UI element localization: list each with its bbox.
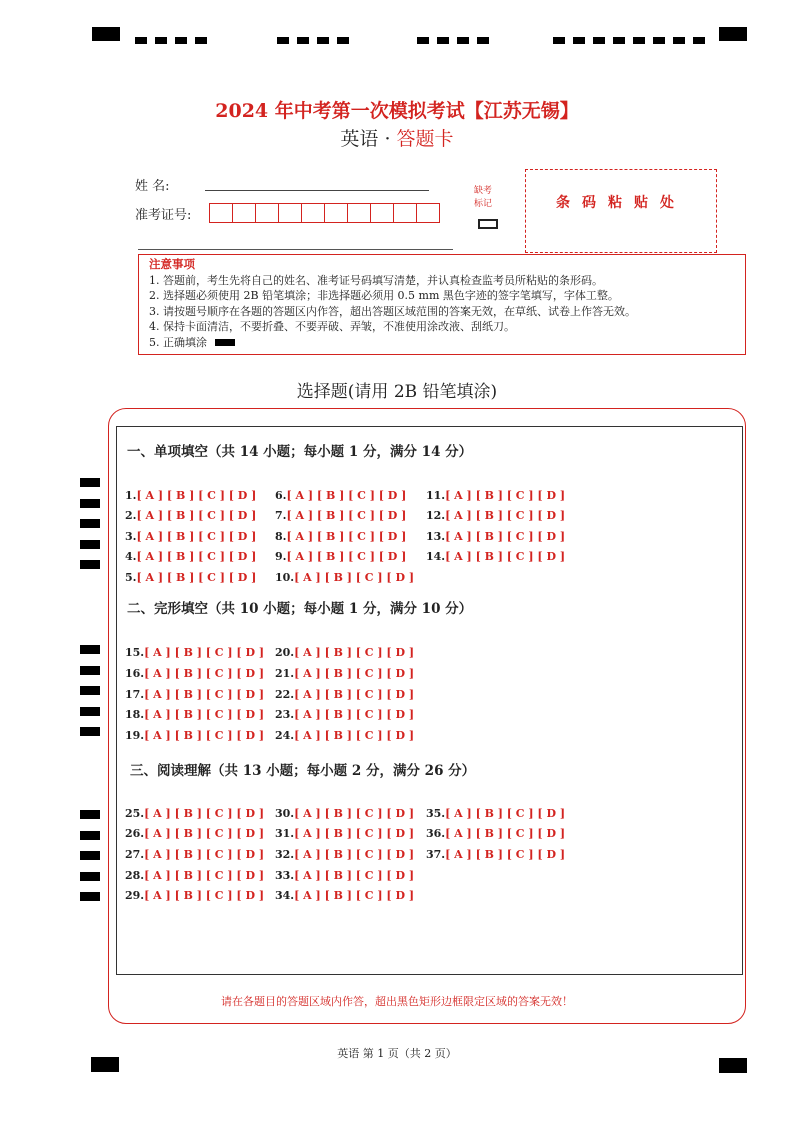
notice-item: 2. 选择题必须使用 2B 铅笔填涂；非选择题必须用 0.5 mm 黑色字迹的签字笔填写，字体工整。 <box>149 289 619 303</box>
timing-mark <box>80 478 100 487</box>
question-row <box>125 646 264 659</box>
timing-mark <box>155 37 167 44</box>
page-number: 英语 第 1 页（共 2 页） <box>337 1047 457 1060</box>
question-number: 7. <box>275 509 287 522</box>
question-row <box>275 550 406 563</box>
timing-mark <box>317 37 329 44</box>
answer-area-warning: 请在各题目的答题区域内作答，超出黑色矩形边框限定区域的答案无效！ <box>221 995 573 1008</box>
question-number: 18. <box>125 708 145 721</box>
answer-bubbles[interactable]: [ A ] [ B ] [ C ] [ D ] <box>144 827 265 840</box>
answer-bubbles[interactable]: [ A ] [ B ] [ C ] [ D ] <box>445 827 566 840</box>
timing-mark <box>693 37 705 44</box>
answer-bubbles[interactable]: [ A ] [ B ] [ C ] [ D ] <box>286 530 407 543</box>
notice-item: 1. 答题前，考生先将自己的姓名、准考证号码填写清楚，并认真检查监考员所粘贴的条形码。 <box>149 273 603 287</box>
question-number: 19. <box>125 729 145 742</box>
question-row <box>275 889 414 902</box>
answer-bubbles[interactable]: [ A ] [ B ] [ C ] [ D ] <box>294 708 415 721</box>
timing-mark <box>633 37 645 44</box>
timing-mark <box>593 37 605 44</box>
id-digit-box[interactable] <box>347 203 371 223</box>
timing-mark <box>80 872 100 881</box>
timing-mark <box>457 37 469 44</box>
answer-bubbles[interactable]: [ A ] [ B ] [ C ] [ D ] <box>144 869 265 882</box>
question-row <box>125 688 264 701</box>
question-number: 6. <box>275 489 287 502</box>
question-row <box>275 729 414 742</box>
question-row <box>275 848 414 861</box>
answer-bubbles[interactable]: [ A ] [ B ] [ C ] [ D ] <box>144 688 265 701</box>
notice-item-fill-example <box>149 335 735 351</box>
timing-mark <box>277 37 289 44</box>
id-digit-box[interactable] <box>393 203 417 223</box>
question-row <box>275 688 414 701</box>
question-number: 29. <box>125 889 145 902</box>
timing-mark <box>175 37 187 44</box>
question-number: 12. <box>426 509 446 522</box>
question-row <box>125 807 264 820</box>
question-number: 17. <box>125 688 145 701</box>
timing-mark <box>653 37 665 44</box>
exam-title: 2024 年中考第一次模拟考试【江苏无锡】 <box>215 100 579 122</box>
answer-bubbles[interactable]: [ A ] [ B ] [ C ] [ D ] <box>136 489 257 502</box>
timing-mark <box>80 686 100 695</box>
barcode-label: 条码粘贴处 <box>556 195 686 211</box>
timing-mark <box>80 707 100 716</box>
id-digit-box[interactable] <box>278 203 302 223</box>
card-subtitle <box>0 124 794 151</box>
notice-item: 5. 正确填涂 <box>149 335 207 349</box>
question-number: 4. <box>125 550 137 563</box>
choice-heading: 选择题(请用 2B 铅笔填涂) <box>296 382 498 402</box>
question-number: 24. <box>275 729 295 742</box>
question-number: 35. <box>426 807 446 820</box>
answer-bubbles[interactable]: [ A ] [ B ] [ C ] [ D ] <box>144 646 265 659</box>
question-number: 9. <box>275 550 287 563</box>
question-row <box>426 848 565 861</box>
timing-mark <box>613 37 625 44</box>
question-number: 23. <box>275 708 295 721</box>
absent-label-line1: 缺考 <box>474 186 493 196</box>
question-number: 14. <box>426 550 446 563</box>
question-number: 34. <box>275 889 295 902</box>
timing-mark <box>80 499 100 508</box>
timing-mark <box>80 540 100 549</box>
question-number: 37. <box>426 848 446 861</box>
timing-mark <box>195 37 207 44</box>
question-number: 1. <box>125 489 137 502</box>
question-row <box>125 889 264 902</box>
question-row <box>125 530 256 543</box>
id-digit-box[interactable] <box>301 203 325 223</box>
question-row <box>125 827 264 840</box>
id-digit-box[interactable] <box>232 203 256 223</box>
timing-mark <box>80 892 100 901</box>
question-row <box>426 509 565 522</box>
question-number: 15. <box>125 646 145 659</box>
barcode-area <box>525 169 717 253</box>
timing-mark <box>477 37 489 44</box>
answer-bubbles[interactable]: [ A ] [ B ] [ C ] [ D ] <box>136 509 257 522</box>
question-number: 10. <box>275 571 295 584</box>
question-number: 25. <box>125 807 145 820</box>
id-digit-box[interactable] <box>324 203 348 223</box>
answer-bubbles[interactable]: [ A ] [ B ] [ C ] [ D ] <box>445 848 566 861</box>
answer-bubbles[interactable]: [ A ] [ B ] [ C ] [ D ] <box>286 489 407 502</box>
answer-bubbles[interactable]: [ A ] [ B ] [ C ] [ D ] <box>136 530 257 543</box>
answer-bubbles[interactable]: [ A ] [ B ] [ C ] [ D ] <box>144 807 265 820</box>
answer-bubbles[interactable]: [ A ] [ B ] [ C ] [ D ] <box>294 571 415 584</box>
question-row <box>125 729 264 742</box>
answer-bubbles[interactable]: [ A ] [ B ] [ C ] [ D ] <box>286 550 407 563</box>
question-number: 3. <box>125 530 137 543</box>
answer-card-label: 答题卡 <box>396 128 454 150</box>
corner-mark-bottom-right <box>719 1058 747 1073</box>
question-row <box>125 667 264 680</box>
timing-mark <box>573 37 585 44</box>
timing-mark <box>673 37 685 44</box>
question-number: 30. <box>275 807 295 820</box>
question-row <box>426 550 565 563</box>
section-title: 一、单项填空（共 14 小题；每小题 1 分，满分 14 分） <box>127 444 473 460</box>
notice-item: 3. 请按题号顺序在各题的答题区内作答，超出答题区域范围的答案无效，在草纸、试卷上作答无效。 <box>149 304 636 318</box>
question-row <box>275 827 414 840</box>
answer-bubbles[interactable]: [ A ] [ B ] [ C ] [ D ] <box>136 550 257 563</box>
timing-mark <box>437 37 449 44</box>
question-row <box>125 571 256 584</box>
answer-bubbles[interactable]: [ A ] [ B ] [ C ] [ D ] <box>445 509 566 522</box>
question-row <box>125 550 256 563</box>
answer-bubbles[interactable]: [ A ] [ B ] [ C ] [ D ] <box>294 667 415 680</box>
question-number: 8. <box>275 530 287 543</box>
question-number: 13. <box>426 530 446 543</box>
absent-checkbox[interactable] <box>478 219 498 229</box>
question-number: 36. <box>426 827 446 840</box>
timing-mark <box>80 560 100 569</box>
question-row <box>125 869 264 882</box>
question-row <box>275 509 406 522</box>
id-label: 准考证号: <box>135 208 192 223</box>
answer-bubbles[interactable]: [ A ] [ B ] [ C ] [ D ] <box>144 889 265 902</box>
id-digit-box[interactable] <box>416 203 440 223</box>
notice-box <box>138 254 746 355</box>
absent-label-line2: 标记 <box>474 199 493 209</box>
answer-bubbles[interactable]: [ A ] [ B ] [ C ] [ D ] <box>294 729 415 742</box>
question-row <box>426 827 565 840</box>
answer-bubbles[interactable]: [ A ] [ B ] [ C ] [ D ] <box>144 708 265 721</box>
question-row <box>125 489 256 502</box>
question-row <box>275 530 406 543</box>
answer-bubbles[interactable]: [ A ] [ B ] [ C ] [ D ] <box>294 646 415 659</box>
timing-mark <box>297 37 309 44</box>
question-row <box>125 708 264 721</box>
exam-id-boxes[interactable] <box>209 203 439 223</box>
question-row <box>426 489 565 502</box>
answer-bubbles[interactable]: [ A ] [ B ] [ C ] [ D ] <box>294 869 415 882</box>
subject-label: 英语 · <box>340 128 397 150</box>
answer-bubbles[interactable]: [ A ] [ B ] [ C ] [ D ] <box>294 848 415 861</box>
timing-mark <box>80 810 100 819</box>
question-row <box>275 869 414 882</box>
question-number: 21. <box>275 667 295 680</box>
question-number: 26. <box>125 827 145 840</box>
question-number: 22. <box>275 688 295 701</box>
question-row <box>275 807 414 820</box>
filled-bubble-example <box>215 339 235 346</box>
question-row <box>426 530 565 543</box>
timing-mark <box>80 645 100 654</box>
timing-mark <box>80 519 100 528</box>
question-row <box>275 646 414 659</box>
answer-bubbles[interactable]: [ A ] [ B ] [ C ] [ D ] <box>445 530 566 543</box>
timing-mark <box>337 37 349 44</box>
answer-bubbles[interactable]: [ A ] [ B ] [ C ] [ D ] <box>445 550 566 563</box>
id-digit-box[interactable] <box>209 203 233 223</box>
question-number: 5. <box>125 571 137 584</box>
timing-mark <box>80 851 100 860</box>
timing-mark <box>80 666 100 675</box>
question-number: 27. <box>125 848 145 861</box>
question-number: 33. <box>275 869 295 882</box>
answer-bubbles[interactable]: [ A ] [ B ] [ C ] [ D ] <box>144 729 265 742</box>
corner-mark-top-right <box>719 27 747 41</box>
answer-bubbles[interactable]: [ A ] [ B ] [ C ] [ D ] <box>136 571 257 584</box>
name-label: 姓 名: <box>135 179 170 194</box>
id-digit-box[interactable] <box>255 203 279 223</box>
answer-bubbles[interactable]: [ A ] [ B ] [ C ] [ D ] <box>294 688 415 701</box>
question-row <box>125 509 256 522</box>
question-number: 11. <box>426 489 446 502</box>
timing-mark <box>135 37 147 44</box>
name-field[interactable] <box>205 189 429 191</box>
question-row <box>426 807 565 820</box>
question-row <box>275 571 414 584</box>
timing-mark <box>553 37 565 44</box>
timing-mark <box>80 727 100 736</box>
question-row <box>275 489 406 502</box>
answer-bubbles[interactable]: [ A ] [ B ] [ C ] [ D ] <box>144 667 265 680</box>
timing-mark <box>417 37 429 44</box>
notice-item: 4. 保持卡面清洁，不要折叠、不要弄破、弄皱，不准使用涂改液、刮纸刀。 <box>149 320 515 334</box>
corner-mark-bottom-left <box>91 1057 119 1072</box>
answer-bubbles[interactable]: [ A ] [ B ] [ C ] [ D ] <box>286 509 407 522</box>
absent-mark-label <box>474 185 492 211</box>
question-number: 2. <box>125 509 137 522</box>
notice-heading: 注意事项 <box>149 257 195 271</box>
question-number: 32. <box>275 848 295 861</box>
question-number: 31. <box>275 827 295 840</box>
answer-bubbles[interactable]: [ A ] [ B ] [ C ] [ D ] <box>294 889 415 902</box>
section-title: 二、完形填空（共 10 小题；每小题 1 分，满分 10 分） <box>127 601 473 617</box>
answer-bubbles[interactable]: [ A ] [ B ] [ C ] [ D ] <box>445 489 566 502</box>
question-row <box>275 667 414 680</box>
answer-bubbles[interactable]: [ A ] [ B ] [ C ] [ D ] <box>294 807 415 820</box>
timing-mark <box>80 831 100 840</box>
divider <box>138 249 453 250</box>
question-number: 20. <box>275 646 295 659</box>
corner-mark-top-left <box>92 27 120 41</box>
question-number: 28. <box>125 869 145 882</box>
answer-bubbles[interactable]: [ A ] [ B ] [ C ] [ D ] <box>445 807 566 820</box>
question-row <box>275 708 414 721</box>
question-row <box>125 848 264 861</box>
answer-bubbles[interactable]: [ A ] [ B ] [ C ] [ D ] <box>144 848 265 861</box>
section-title: 三、阅读理解（共 13 小题；每小题 2 分，满分 26 分） <box>130 763 476 779</box>
answer-bubbles[interactable]: [ A ] [ B ] [ C ] [ D ] <box>294 827 415 840</box>
question-number: 16. <box>125 667 145 680</box>
id-digit-box[interactable] <box>370 203 394 223</box>
